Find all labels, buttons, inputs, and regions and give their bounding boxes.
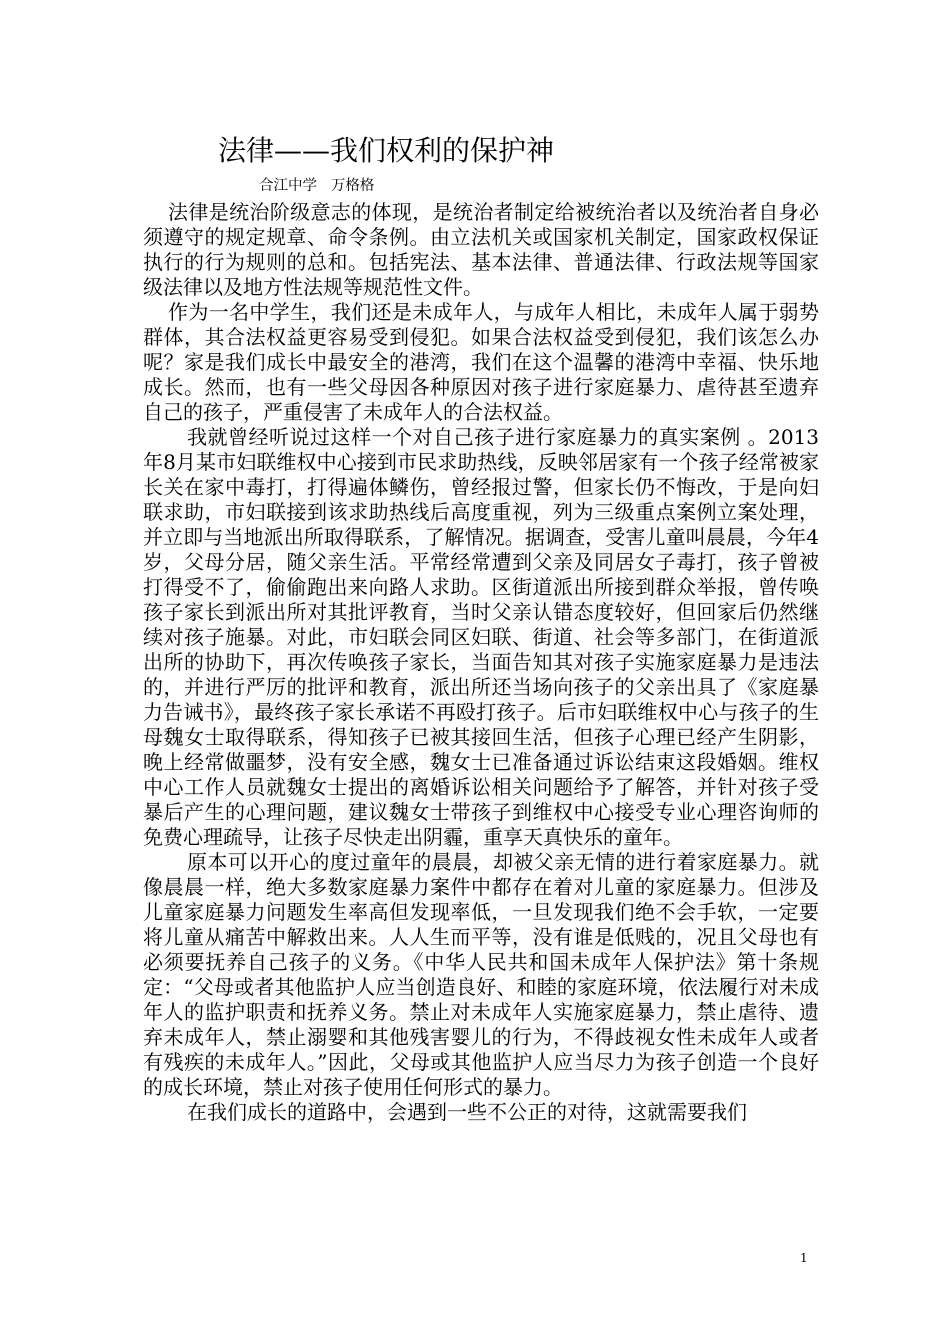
document-author: 合江中学 万格格	[259, 178, 375, 194]
paragraph-continuation: 在我们成长的道路中，会遇到一些不公正的对待，这就需要我们	[187, 1100, 747, 1124]
document-title: 法律——我们权利的保护神	[218, 134, 555, 167]
paragraph-definition: 法律是统治阶级意志的体现，是统治者制定给被统治者以及统治者自身必须遵守的规定规章、命令条例。由立法机关或国家机关制定，国家政权保证执行的行为规则的总和。包括宪法、基本法律、普通法律、行政法规等国家级法律以及地方性法规等规范性文件。	[143, 200, 819, 299]
page-number: 1	[800, 1251, 808, 1265]
paragraph-minors: 作为一名中学生，我们还是未成年人，与成年人相比，未成年人属于弱势群体，其合法权益更容易受到侵犯。如果合法权益受到侵犯，我们该怎么办呢？家是我们成长中最安全的港湾，我们在这个温馨的港湾中幸福、快乐地成长。然而，也有一些父母因各种原因对孩子进行家庭暴力、虐待甚至遗弃自己的孩子，严重侵害了未成年人的合法权益。	[143, 300, 819, 424]
document-body	[143, 200, 819, 1125]
paragraph-case: 我就曾经听说过这样一个对自己孩子进行家庭暴力的真实案例 。2013年8月某市妇联维权中心接到市民求助热线，反映邻居家有一个孩子经常被家长关在家中毒打，打得遍体鳞伤，曾经报过警，但家长仍不悔改，于是向妇联求助，市妇联接到该求助热线后高度重视，列为三级重点案例立案处理，并立即与当地派出所取得联系，了解情况。据调查，受害儿童叫晨晨，今年4岁，父母分居，随父亲生活。平常经常遭到父亲及同居女子毒打，孩子曾被打得受不了，偷偷跑出来向路人求助。区街道派出所接到群众举报，曾传唤孩子家长到派出所对其批评教育，当时父亲认错态度较好，但回家后仍然继续对孩子施暴。对此，市妇联会同区妇联、街道、社会等多部门，在街道派出所的协助下，再次传唤孩子家长，当面告知其对孩子实施家庭暴力是违法的，并进行严厉的批评和教育，派出所还当场向孩子的父亲出具了《家庭暴力告诫书》，最终孩子家长承诺不再殴打孩子。后市妇联维权中心与孩子的生母魏女士取得联系，得知孩子已被其接回生活，但孩子心理已经产生阴影，晚上经常做噩梦，没有安全感，魏女士已准备通过诉讼结束这段婚姻。维权中心工作人员就魏女士提出的离婚诉讼相关问题给予了解答，并针对孩子受暴后产生的心理问题，建议魏女士带孩子到维权中心接受专业心理咨询师的免费心理疏导，让孩子尽快走出阴霾，重享天真快乐的童年。	[143, 425, 819, 849]
paragraph-law: 原本可以开心的度过童年的晨晨，却被父亲无情的进行着家庭暴力。就像晨晨一样，绝大多数家庭暴力案件中都存在着对儿童的家庭暴力。但涉及儿童家庭暴力问题发生率高但发现率低，一旦发现我们绝不会手软，一定要将儿童从痛苦中解救出来。人人生而平等，没有谁是低贱的，况且父母也有必须要抚养自己孩子的义务。《中华人民共和国未成年人保护法》第十条规定：“父母或者其他监护人应当创造良好、和睦的家庭环境，依法履行对未成年人的监护职责和抚养义务。禁止对未成年人实施家庭暴力，禁止虐待、遗弃未成年人，禁止溺婴和其他残害婴儿的行为，不得歧视女性未成年人或者有残疾的未成年人。”因此，父母或其他监护人应当尽力为孩子创造一个良好的成长环境，禁止对孩子使用任何形式的暴力。	[143, 850, 819, 1099]
